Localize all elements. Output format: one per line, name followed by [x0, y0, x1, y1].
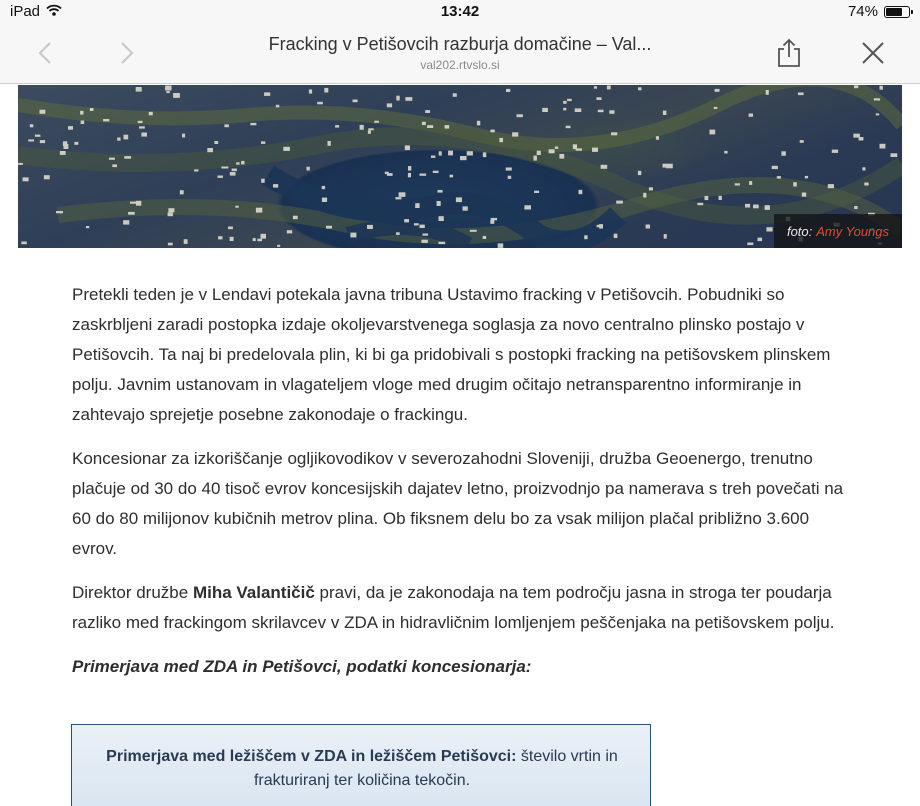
well-pad-mark: [614, 234, 618, 238]
well-pad-mark: [224, 124, 229, 127]
close-button[interactable]: [856, 38, 890, 72]
back-button[interactable]: [28, 38, 62, 72]
well-pad-mark: [463, 206, 468, 210]
well-pad-mark: [35, 135, 41, 137]
article-body: [72, 280, 848, 682]
well-pad-mark: [437, 201, 441, 206]
well-pad-mark: [579, 190, 583, 194]
well-pad-mark: [214, 141, 218, 144]
well-pad-mark: [490, 220, 494, 224]
well-pad-mark: [40, 140, 45, 143]
well-pad-mark: [445, 125, 450, 129]
well-pad-mark: [766, 227, 772, 231]
well-pad-mark: [420, 174, 427, 176]
photo-credit: [774, 214, 902, 248]
well-pad-mark: [666, 164, 673, 169]
comparison-table-image: [71, 724, 651, 806]
well-pad-mark: [555, 147, 558, 149]
well-pad-mark: [230, 237, 234, 241]
well-pad-mark: [423, 234, 429, 236]
well-pad-mark: [253, 238, 256, 241]
well-pad-mark: [800, 140, 804, 143]
well-pad-mark: [643, 193, 646, 198]
share-icon: [775, 38, 803, 73]
well-pad-mark: [601, 165, 608, 169]
well-pad-mark: [460, 156, 467, 160]
well-pad-mark: [368, 130, 371, 133]
carrier-label: iPad: [10, 3, 41, 20]
well-pad-mark: [387, 103, 392, 107]
well-pad-mark: [124, 156, 131, 159]
well-pad-mark: [326, 226, 332, 229]
well-pad-mark: [180, 190, 184, 194]
well-pad-mark: [60, 151, 66, 155]
well-pad-mark: [236, 162, 239, 164]
well-pad-mark: [309, 89, 312, 93]
forward-icon: [120, 41, 134, 70]
well-pad-mark: [396, 96, 399, 101]
well-pad-mark: [422, 122, 426, 125]
status-bar: [0, 0, 920, 24]
well-pad-mark: [277, 245, 280, 247]
well-pad-mark: [491, 218, 497, 220]
well-pad-mark: [715, 89, 720, 92]
well-pad-mark: [616, 201, 623, 204]
well-pad-mark: [28, 139, 34, 141]
well-pad-mark: [124, 135, 129, 140]
well-pad-mark: [864, 183, 868, 186]
well-pad-mark: [854, 85, 858, 88]
comparison-subheading: Primerjava med ZDA in Petišovci, podatki koncesionarja:: [72, 657, 532, 676]
battery-percent: 74%: [847, 3, 878, 20]
well-pad-mark: [607, 86, 611, 90]
well-pad-mark: [559, 154, 564, 159]
well-pad-mark: [307, 167, 310, 171]
well-pad-mark: [512, 132, 518, 136]
well-pad-mark: [576, 148, 582, 150]
well-pad-mark: [207, 148, 213, 152]
well-pad-mark: [828, 184, 834, 188]
well-pad-mark: [537, 151, 541, 155]
well-pad-mark: [506, 168, 512, 171]
well-pad-mark: [594, 86, 597, 89]
well-pad-mark: [448, 151, 453, 156]
well-pad-mark: [719, 196, 722, 200]
well-pad-mark: [261, 234, 267, 239]
close-icon: [861, 41, 885, 70]
well-pad-mark: [663, 111, 667, 115]
battery-icon: [884, 6, 910, 18]
well-pad-mark: [862, 167, 865, 170]
well-pad-mark: [130, 202, 136, 204]
table-caption: [72, 745, 652, 793]
well-pad-mark: [287, 230, 292, 233]
well-pad-mark: [322, 198, 327, 202]
well-pad-mark: [649, 187, 653, 190]
well-pad-mark: [450, 175, 454, 178]
well-pad-mark: [705, 196, 709, 200]
well-pad-mark: [168, 208, 174, 212]
article-paragraph-3: [72, 578, 848, 638]
well-pad-mark: [470, 230, 477, 232]
well-pad-mark: [549, 149, 555, 153]
well-pad-mark: [283, 147, 290, 151]
well-pad-mark: [874, 98, 880, 100]
well-pad-mark: [350, 233, 356, 238]
back-icon: [38, 41, 52, 70]
well-pad-mark: [597, 97, 602, 100]
well-pad-mark: [63, 141, 67, 146]
well-pad-mark: [506, 89, 510, 92]
well-pad-mark: [534, 156, 537, 161]
well-pad-mark: [567, 99, 572, 101]
article-paragraph-1: Pretekli teden je v Lendavi potekala javna tribuna Ustavimo fracking v Petišovcih. Pobudniki so zaskrbljeni zaradi postopka izdaje okoljevarstvenega soglasja za novo centralno plinsko postajo v Petišovcih. Ta naj bi predelovala plin, ki bi ga pridobivali s postopki fracking na petišovskem plinskem polju. Javnim ustanovam in vlagateljem vloge med drugim očitajo netransparentno informiranje in zahtevajo sprejetje posebne zakonodaje o frackingu.: [72, 285, 831, 424]
well-pad-mark: [710, 130, 716, 135]
well-pad-mark: [566, 126, 571, 129]
well-pad-mark: [335, 125, 339, 128]
well-pad-mark: [90, 108, 94, 111]
well-pad-mark: [427, 125, 433, 128]
well-pad-mark: [592, 148, 598, 152]
well-pad-mark: [664, 234, 667, 239]
well-pad-mark: [483, 152, 487, 157]
well-pad-mark: [663, 164, 667, 168]
well-pad-mark: [524, 205, 531, 209]
well-pad-mark: [56, 211, 63, 213]
well-pad-mark: [781, 151, 786, 155]
well-pad-mark: [257, 239, 262, 242]
well-pad-mark: [499, 138, 503, 142]
well-pad-mark: [420, 225, 425, 228]
browser-toolbar: [0, 24, 920, 84]
well-pad-mark: [139, 126, 145, 128]
well-pad-mark: [563, 101, 566, 104]
well-pad-mark: [112, 164, 117, 167]
well-pad-mark: [230, 172, 236, 176]
well-pad-mark: [477, 121, 480, 126]
well-pad-mark: [404, 219, 409, 222]
well-pad-mark: [880, 144, 886, 149]
well-pad-mark: [508, 176, 512, 179]
well-pad-mark: [802, 193, 806, 197]
well-pad-mark: [735, 183, 740, 185]
well-pad-mark: [23, 177, 29, 181]
well-pad-mark: [324, 88, 328, 93]
well-pad-mark: [439, 151, 442, 155]
well-pad-mark: [68, 126, 73, 130]
well-pad-mark: [611, 132, 617, 135]
well-pad-mark: [724, 151, 727, 154]
well-pad-mark: [438, 190, 443, 193]
well-pad-mark: [128, 212, 135, 215]
well-pad-mark: [880, 86, 883, 90]
well-pad-mark: [328, 141, 331, 146]
well-pad-mark: [141, 133, 147, 137]
share-button[interactable]: [772, 38, 806, 72]
well-pad-mark: [517, 114, 523, 117]
well-pad-mark: [498, 243, 504, 248]
well-pad-mark: [573, 144, 577, 149]
well-pad-mark: [317, 102, 323, 105]
well-pad-mark: [374, 121, 379, 123]
well-pad-mark: [221, 167, 228, 169]
well-pad-mark: [168, 243, 173, 246]
well-pad-mark: [638, 87, 642, 90]
well-pad-mark: [405, 145, 410, 150]
hero-image: [18, 85, 902, 248]
table-caption-bold: Primerjava med ležiščem v ZDA in ležiščem Petišovci:: [106, 748, 517, 765]
well-pad-mark: [891, 153, 898, 157]
well-pad-mark: [399, 192, 406, 197]
well-pad-mark: [261, 141, 265, 144]
well-pad-mark: [322, 186, 325, 189]
well-pad-mark: [86, 226, 89, 228]
well-pad-mark: [798, 93, 804, 96]
well-pad-mark: [40, 110, 46, 114]
well-pad-mark: [194, 169, 198, 171]
well-pad-mark: [714, 107, 718, 109]
well-pad-mark: [264, 92, 270, 96]
well-pad-mark: [109, 158, 115, 160]
well-pad-mark: [218, 236, 222, 239]
well-pad-mark: [421, 240, 428, 243]
p3-text-before: Direktor družbe: [72, 583, 193, 602]
well-pad-mark: [81, 121, 85, 125]
well-pad-mark: [103, 119, 109, 121]
well-pad-mark: [117, 138, 120, 141]
well-pad-mark: [765, 205, 770, 210]
well-pad-mark: [30, 124, 34, 127]
well-pad-mark: [353, 100, 358, 103]
well-pad-mark: [18, 163, 23, 165]
aerial-landscape: [18, 85, 902, 248]
well-pad-mark: [360, 125, 364, 130]
well-pad-mark: [228, 227, 233, 230]
well-pad-mark: [772, 166, 778, 169]
well-pad-mark: [138, 121, 143, 123]
well-pad-mark: [439, 216, 444, 221]
well-pad-mark: [584, 235, 587, 239]
well-pad-mark: [597, 225, 601, 227]
well-pad-mark: [368, 128, 373, 130]
well-pad-mark: [766, 90, 769, 95]
well-pad-mark: [168, 212, 173, 216]
well-pad-mark: [656, 136, 659, 140]
well-pad-mark: [467, 151, 473, 155]
well-pad-mark: [184, 239, 188, 244]
well-pad-mark: [456, 197, 462, 202]
well-pad-mark: [575, 108, 582, 112]
well-pad-mark: [166, 91, 169, 93]
well-pad-mark: [793, 182, 797, 186]
status-right: [848, 3, 910, 20]
well-pad-mark: [646, 225, 650, 229]
well-pad-mark: [777, 176, 781, 179]
well-pad-mark: [697, 203, 703, 205]
well-pad-mark: [256, 208, 262, 213]
well-pad-mark: [44, 175, 50, 179]
well-pad-mark: [431, 156, 436, 158]
well-pad-mark: [745, 204, 750, 208]
well-pad-mark: [749, 181, 752, 185]
well-pad-mark: [439, 242, 446, 244]
well-pad-mark: [276, 105, 280, 108]
well-pad-mark: [758, 238, 763, 242]
well-pad-mark: [385, 172, 389, 174]
well-pad-mark: [408, 166, 411, 171]
well-pad-mark: [753, 205, 759, 209]
well-pad-mark: [261, 179, 265, 183]
well-pad-mark: [414, 223, 419, 225]
well-pad-mark: [165, 86, 171, 91]
battery-level-fill: [886, 8, 902, 16]
well-pad-mark: [542, 108, 548, 112]
well-pad-mark: [241, 161, 244, 165]
well-pad-mark: [21, 242, 27, 245]
well-pad-mark: [136, 87, 142, 92]
table-caption-rest: število vrtin in frakturiranj ter količina tekočin.: [253, 748, 618, 789]
forward-button[interactable]: [110, 38, 144, 72]
well-pad-mark: [74, 142, 78, 145]
well-pad-mark: [805, 176, 808, 179]
well-pad-mark: [408, 173, 411, 177]
p3-text-after: pravi, da je zakonodaja na tem področju jasna in stroga ter poudarja razliko med frackingom skrilavcev v ZDA in hidravličnim lomljenjem peščenjaka na petišovskem polju.: [72, 583, 835, 632]
well-pad-mark: [425, 110, 430, 113]
well-pad-mark: [433, 171, 439, 173]
well-pad-mark: [853, 134, 860, 138]
well-pad-mark: [395, 197, 401, 199]
well-pad-mark: [453, 93, 457, 97]
well-pad-mark: [136, 201, 141, 206]
well-pad-mark: [747, 243, 753, 246]
well-pad-mark: [173, 93, 180, 98]
well-pad-mark: [182, 134, 185, 138]
credit-label: foto:: [786, 223, 813, 239]
well-pad-mark: [235, 206, 238, 208]
well-pad-mark: [598, 110, 604, 113]
well-pad-mark: [123, 220, 129, 224]
well-pad-mark: [749, 114, 753, 117]
well-pad-mark: [609, 110, 614, 114]
well-pad-mark: [405, 97, 412, 101]
well-pad-mark: [483, 236, 486, 239]
well-pad-mark: [563, 108, 566, 111]
well-pad-mark: [80, 111, 83, 115]
well-pad-mark: [396, 232, 400, 235]
well-pad-mark: [218, 176, 223, 178]
credit-author-link[interactable]: Amy Youngs: [816, 223, 890, 239]
well-pad-mark: [638, 171, 641, 175]
well-pad-mark: [232, 169, 237, 172]
well-pad-mark: [415, 203, 419, 208]
article-paragraph-2: Koncesionar za izkoriščanje ogljikovodikov v severozahodni Sloveniji, družba Geoenergo, trenutno plačuje od 30 do 40 tisoč evrov koncesijskih dajatev letno, proizvodnjo pa namerava s treh povečati na 60 do 80 milijonov kubičnih metrov plina. Ob fiksnem delu bo za vsak milijon plačal približno 3.600 evrov.: [72, 449, 844, 558]
well-pad-mark: [293, 216, 298, 220]
well-pad-mark: [273, 184, 278, 188]
director-name: Miha Valantičič: [192, 583, 315, 602]
well-pad-mark: [149, 112, 153, 116]
well-pad-mark: [490, 130, 494, 133]
well-pad-mark: [367, 225, 373, 229]
well-pad-mark: [832, 150, 838, 153]
well-pad-mark: [250, 123, 256, 125]
page-url[interactable]: val202.rtvslo.si: [420, 58, 500, 72]
status-time: 13:42: [440, 3, 480, 20]
page-title[interactable]: Fracking v Petišovcih razburja domačine – Val...: [268, 34, 652, 54]
well-pad-mark: [854, 206, 857, 209]
well-pad-mark: [534, 191, 539, 193]
well-pad-mark: [876, 113, 880, 115]
